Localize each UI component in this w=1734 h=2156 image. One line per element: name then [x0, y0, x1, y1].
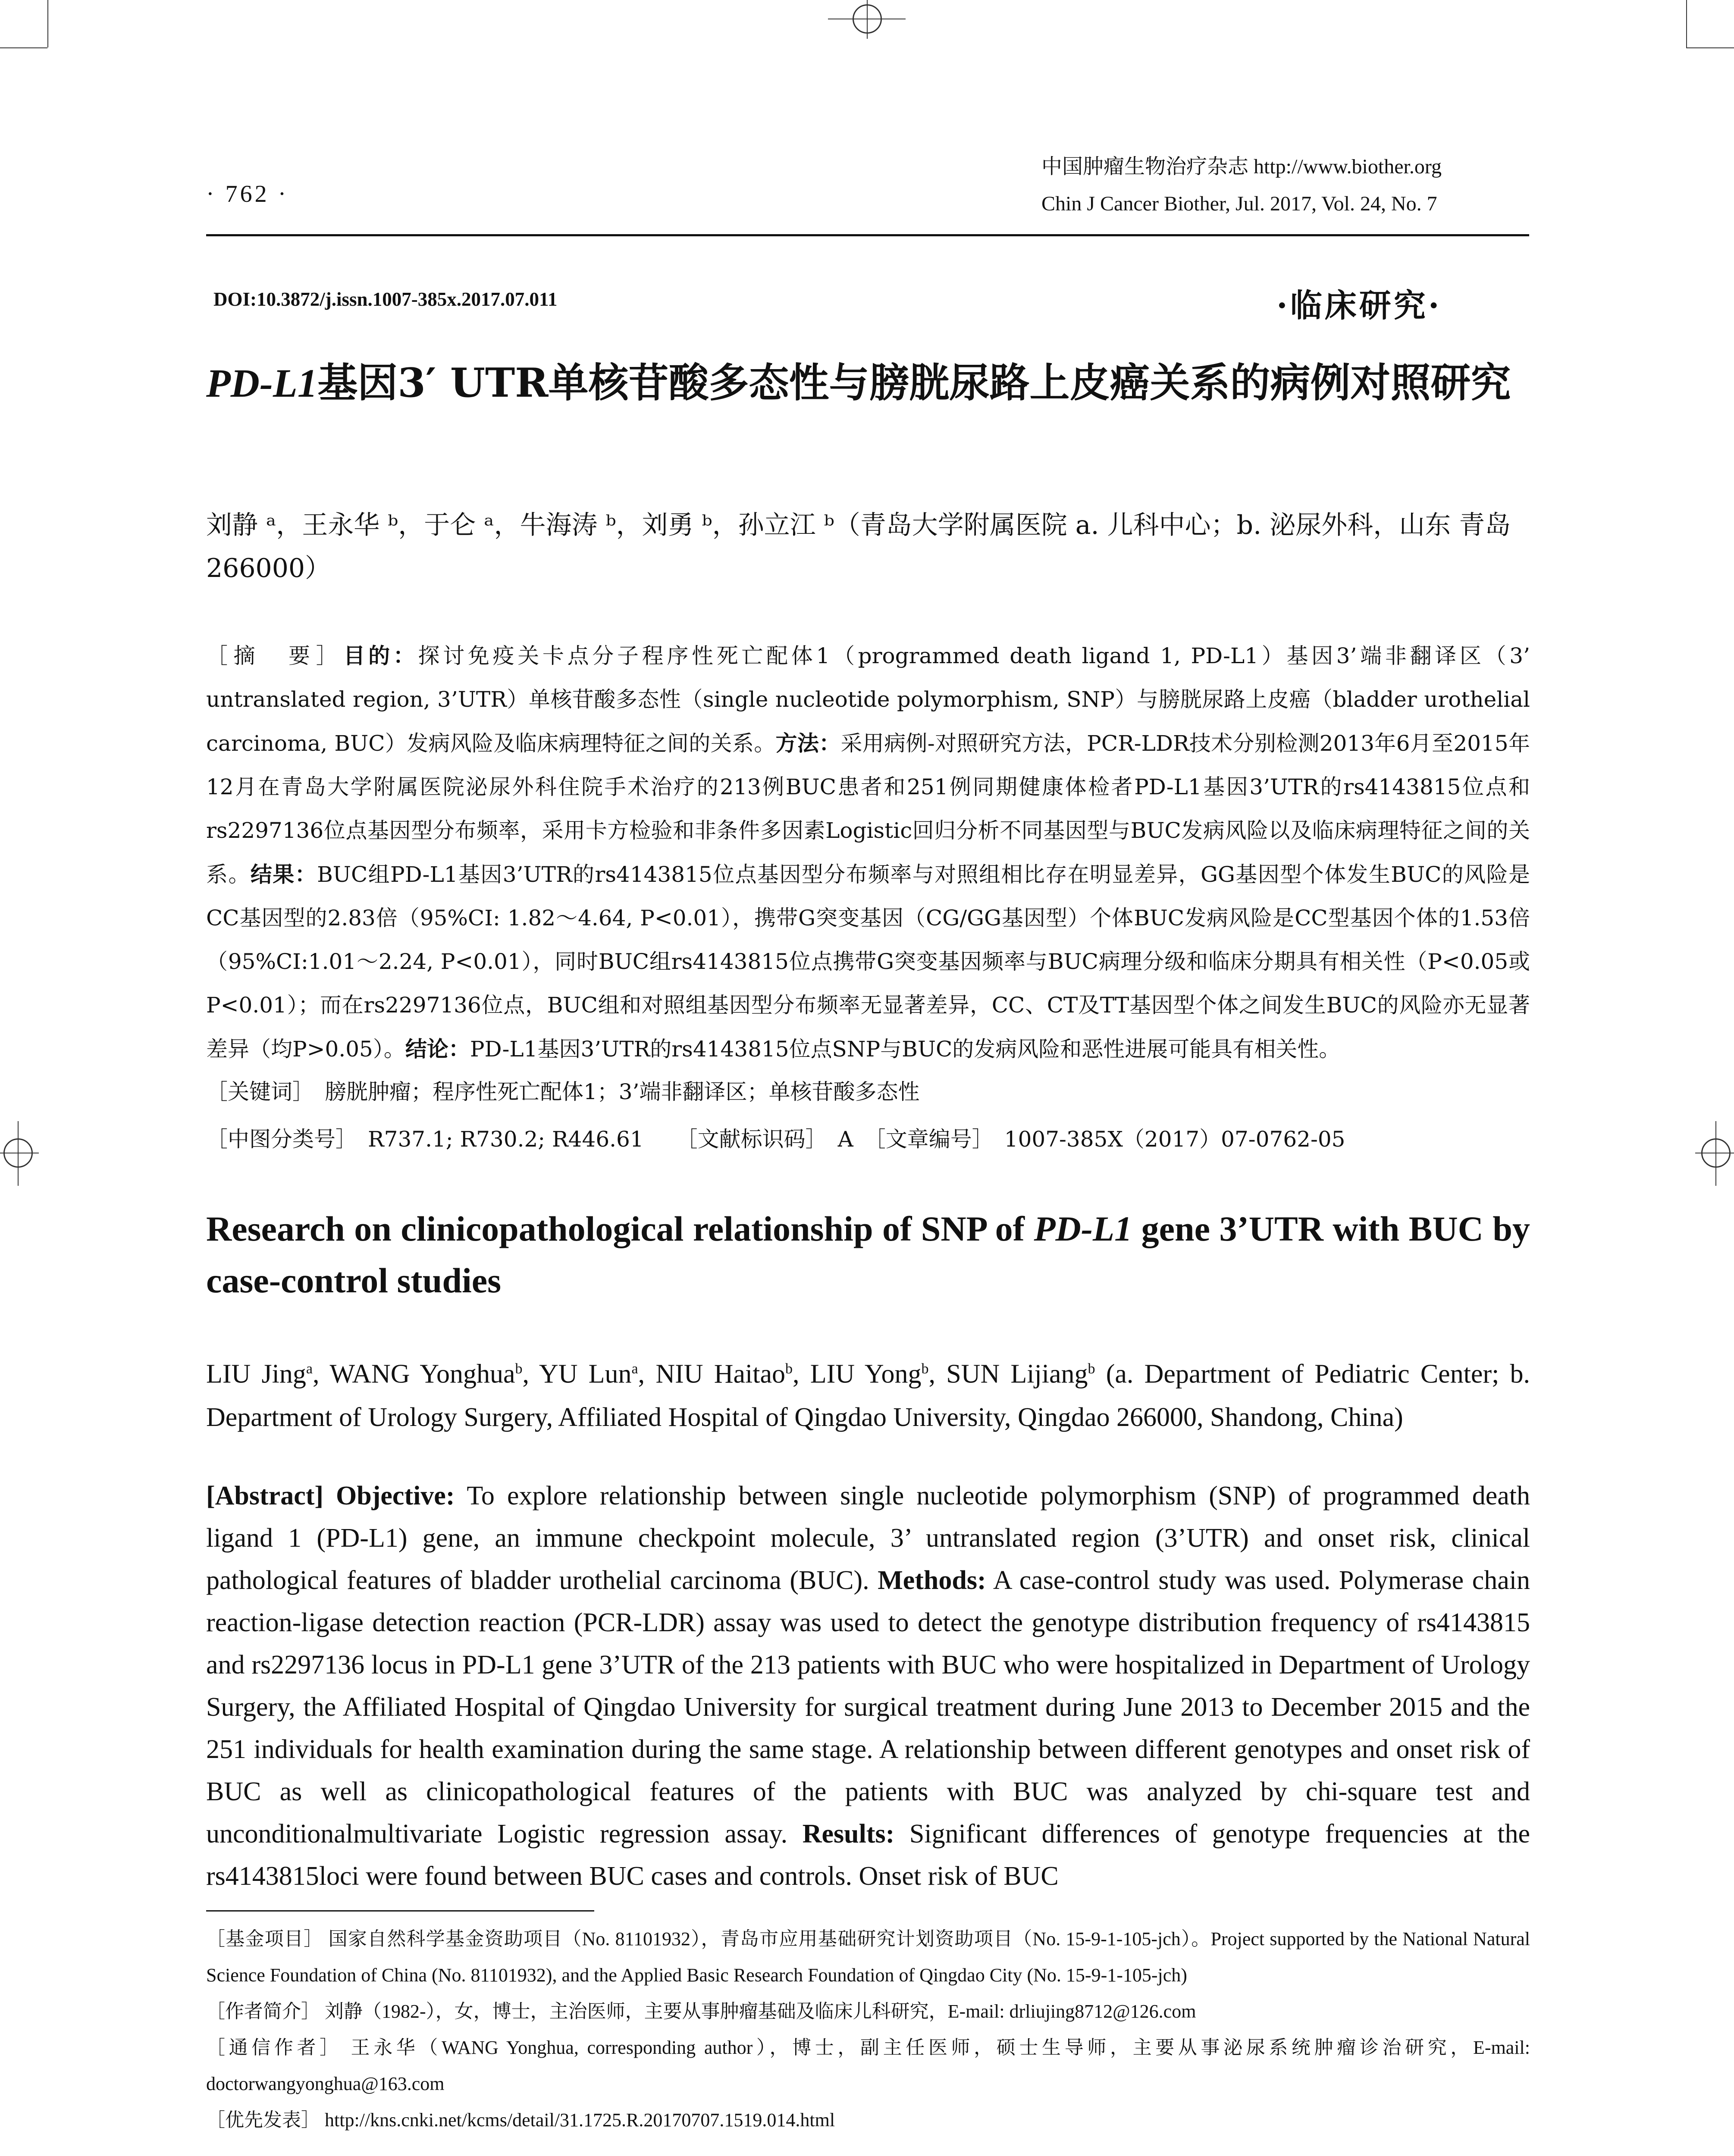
- abstract-en-methods: A case-control study was used. Polymerase chain reaction-ligase detection reaction (PCR-LDR) assay was used to detect the genotype distribution frequency of rs4143815 and rs2297136 locus in PD-L1 gene 3’UTR of the 213 patients with BUC who were hospitalized in Department of Urology Surgery, the Affiliated Hospital of Qingdao University for surgical treatment during June 2013 to December 2015 and the 251 individuals for health examination during the same stage. A relationship between different genotypes and onset risk of BUC as well as clinicopathological features of the patients with BUC was analyzed by chi-square test and unconditionalmultivariate Logistic regression assay.: [206, 1566, 1530, 1849]
- abstract-cn-objective: 探讨免疫关卡点分子程序性死亡配体1（programmed death ligand 1, PD-L1）基因3’端非翻译区（3’ untranslated region, 3’UTR）单核苷酸多态性（single nucleotide polymorphism, SNP）与膀胱尿路上皮癌（bladder urothelial carcinoma, BUC）发病风险及临床病理特征之间的关系。: [206, 643, 1530, 756]
- footnote-funding: [206, 1921, 1530, 1993]
- title-en-part1: Research on clinicopathological relationship of SNP of: [206, 1209, 1034, 1248]
- keywords-cn: [206, 1075, 1530, 1109]
- footnote-corresponding-author: [206, 2030, 1530, 2102]
- footnote-text: 国家自然科学基金资助项目（No. 81101932），青岛市应用基础研究计划资助项目（No. 15-9-1-105-jch）。Project supported by the National Natural Science Foundation of China (No. 81101932), and the Applied Basic Research Foundation of Qingdao City (No. 15-9-1-105-jch): [206, 1928, 1530, 1986]
- author-en-name: NIU Haitao: [655, 1359, 786, 1389]
- clc-value: R737.1; R730.2; R446.61: [368, 1127, 644, 1152]
- footnote-rule: [206, 1910, 594, 1912]
- title-cn: [206, 353, 1530, 414]
- clc-label: ［中图分类号］: [206, 1127, 346, 1152]
- abstract-cn-objective-tag: 目的：: [343, 643, 418, 668]
- footnote-label: ［作者简介］: [206, 2001, 320, 2022]
- footnote-text: 刘静（1982-），女，博士，主治医师，主要从事肿瘤基础及临床儿科研究，E-mail: drliujing8712@126.com: [325, 2001, 1196, 2022]
- abstract-cn-methods: 采用病例-对照研究方法，PCR-LDR技术分别检测2013年6月至2015年12月在青岛大学附属医院泌尿外科住院手术治疗的213例BUC患者和251例同期健康体检者PD-L1基因3’UTR的rs4143815位点和rs2297136位点基因型分布频率，采用卡方检验和非条件多因素Logistic回归分析不同基因型与BUC发病风险以及临床病理特征之间的关系。: [206, 731, 1530, 887]
- author-en-affiliation-mark: b: [1088, 1361, 1095, 1377]
- author-en-name: WANG Yonghua: [329, 1359, 515, 1389]
- author-en-name: YU Lun: [539, 1359, 632, 1389]
- author-en-name: LIU Yong: [810, 1359, 922, 1389]
- doc-code-value: A: [837, 1127, 853, 1152]
- title-en-gene: PD-L1: [1034, 1209, 1132, 1248]
- abstract-en-results: Significant differences of genotype frequencies at the rs4143815loci were found between BUC cases and controls. Onset risk of BUC: [206, 1819, 1530, 1891]
- abstract-en-label: [Abstract]: [206, 1481, 324, 1510]
- registration-mark-top-v: [867, 0, 868, 39]
- article-number-value: 1007-385X（2017）07-0762-05: [1004, 1127, 1345, 1152]
- author-en-affiliation-mark: a: [631, 1361, 638, 1377]
- footnotes: [206, 1921, 1530, 2138]
- abstract-cn-results-tag: 结果：: [250, 862, 317, 887]
- footnote-link[interactable]: http://kns.cnki.net/kcms/detail/31.1725.R.20170707.1519.014.html: [325, 2109, 835, 2131]
- journal-header: [1041, 148, 1442, 222]
- author-en-affiliation-mark: b: [921, 1361, 929, 1377]
- crop-mark-top-right-h: [1686, 47, 1734, 48]
- abstract-cn-results: BUC组PD-L1基因3’UTR的rs4143815位点基因型分布频率与对照组相比存在明显差异，GG基因型个体发生BUC的风险是CC基因型的2.83倍（95%CI: 1.82～4.64, P<0.01），携带G突变基因（CG/GG基因型）个体BUC发病风险是CC型基因个体的1.53倍（95%CI:1.01～2.24, P<0.01），同时BUC组rs4143815位点携带G突变基因频率与BUC病理分级和临床分期具有相关性（P<0.05或P<0.01）；而在rs2297136位点，BUC组和对照组基因型分布频率无显著差异，CC、CT及TT基因型个体之间发生BUC的风险亦无显著差异（均P>0.05）。: [206, 862, 1530, 1062]
- title-cn-text: 基因3′ UTR单核苷酸多态性与膀胱尿路上皮癌关系的病例对照研究: [317, 359, 1511, 406]
- doc-code-label: ［文献标识码］: [687, 1127, 816, 1152]
- affiliation-en: (a. Department of Pediatric Center; b. Department of Urology Surgery, Affiliated Hospital of Qingdao University, Qingdao 266000, Shandong, China): [206, 1359, 1530, 1432]
- abstract-en-methods-tag: Methods:: [878, 1566, 986, 1595]
- journal-citation-en: Chin J Cancer Biother, Jul. 2017, Vol. 24, No. 7: [1041, 192, 1437, 215]
- registration-mark-left-v: [18, 1121, 19, 1186]
- footnote-author-bio: [206, 1993, 1530, 2030]
- footnote-label: ［基金项目］: [206, 1928, 323, 1949]
- title-en: [206, 1203, 1530, 1307]
- registration-mark-right-v: [1715, 1121, 1716, 1186]
- article-number-label: ［文章编号］: [875, 1127, 983, 1152]
- author-en-name: SUN Lijiang: [946, 1359, 1088, 1389]
- abstract-cn-conclusion-tag: 结论：: [405, 1036, 470, 1062]
- crop-mark-top-left-v: [47, 0, 48, 47]
- crop-mark-top-right-v: [1686, 0, 1687, 47]
- footnote-label: ［优先发表］: [206, 2109, 320, 2131]
- abstract-en-objective: To explore relationship between single nucleotide polymorphism (SNP) of programmed death ligand 1 (PD-L1) gene, an immune checkpoint molecule, 3’ untranslated region (3’UTR) and onset risk, clinical pathological features of bladder urothelial carcinoma (BUC).: [206, 1481, 1530, 1595]
- abstract-cn: [206, 634, 1530, 1071]
- author-en-affiliation-mark: b: [515, 1361, 523, 1377]
- abstract-en-results-tag: Results:: [802, 1819, 895, 1849]
- crop-mark-top-left-h: [0, 47, 47, 48]
- footnote-online-first: [206, 2102, 1530, 2138]
- header-rule: [206, 234, 1529, 236]
- journal-name-cn: 中国肿瘤生物治疗杂志 http://www.biother.org: [1041, 155, 1442, 178]
- author-en-affiliation-mark: a: [306, 1361, 313, 1377]
- author-en-affiliation-mark: b: [785, 1361, 793, 1377]
- classification-line: [206, 1122, 1530, 1156]
- abstract-en-objective-tag: Objective:: [336, 1481, 455, 1510]
- authors-en: LIU Jing$^a$, WANG Yonghua$^b$, YU Lun$^a$, NIU Haitao$^b$, LIU Yong$^b$, SUN Lijiang$^b$ (a. Department of Pediatric Center; b. Department of Urology Surgery, Affiliated Hospital of Qingdao University, Qingdao 266000, Shandong, China): [206, 1359, 1530, 1432]
- keywords-cn-text: 膀胱肿瘤；程序性死亡配体1；3’端非翻译区；单核苷酸多态性: [325, 1079, 920, 1104]
- abstract-cn-conclusion: PD-L1基因3’UTR的rs4143815位点SNP与BUC的发病风险和恶性进展可能具有相关性。: [470, 1037, 1341, 1062]
- column-label: ·临床研究·: [1276, 287, 1442, 324]
- footnote-text: 王永华（WANG Yonghua, corresponding author），博士，副主任医师，硕士生导师，主要从事泌尿系统肿瘤诊治研究，E-mail: doctorwangyonghua@163.com: [206, 2037, 1530, 2094]
- title-en-part2: gene 3’UTR with BUC by case-control studies: [206, 1209, 1530, 1300]
- abstract-cn-methods-tag: 方法：: [775, 730, 841, 756]
- doi: DOI:10.3872/j.issn.1007-385x.2017.07.011: [213, 288, 558, 310]
- abstract-en: [206, 1475, 1530, 1897]
- author-en-name: LIU Jing: [206, 1359, 306, 1389]
- page-number: · 762 ·: [206, 181, 289, 207]
- title-cn-gene: PD-L1: [206, 361, 318, 406]
- keywords-cn-label: ［关键词］: [206, 1079, 303, 1104]
- authors-cn: 刘静 ᵃ，王永华 ᵇ，于仑 ᵃ，牛海涛 ᵇ，刘勇 ᵇ，孙立江 ᵇ（青岛大学附属医院 a. 儿科中心；b. 泌尿外科，山东 青岛 266000）: [206, 510, 1511, 583]
- footnote-label: ［通信作者］: [206, 2037, 342, 2058]
- abstract-cn-label: ［摘 要］: [206, 643, 344, 668]
